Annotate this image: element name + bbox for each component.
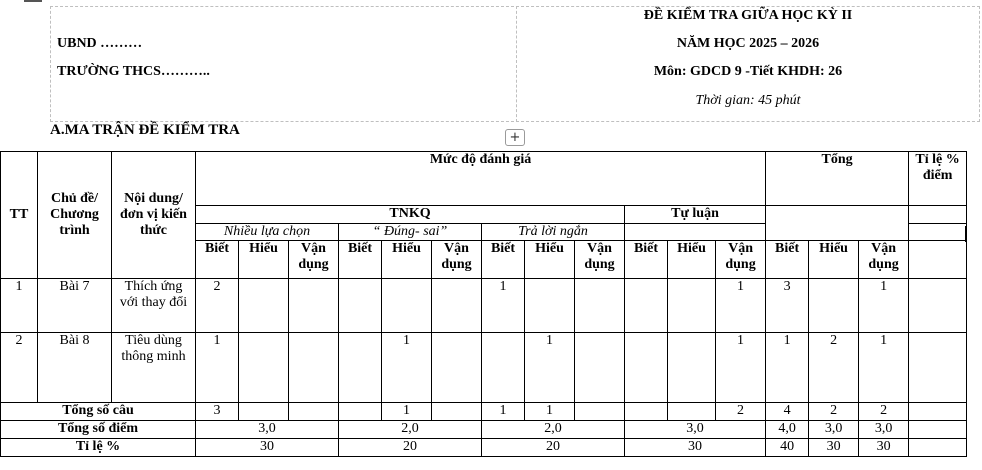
cell	[432, 279, 482, 333]
percent-ratio	[909, 439, 967, 457]
lv-vandung: Vận dụng	[432, 241, 482, 279]
cell	[432, 403, 482, 421]
percent-total-biet: 40	[766, 439, 809, 457]
cell: 1	[482, 279, 525, 333]
row-tt: 2	[1, 333, 38, 403]
lv-hieu: Hiểu	[382, 241, 432, 279]
total-points-label: Tổng số điểm	[1, 421, 196, 439]
cell: 1	[859, 333, 909, 403]
cell	[668, 403, 716, 421]
percent-true-false: 20	[339, 439, 482, 457]
school-name: TRƯỜNG THCS………..	[57, 64, 210, 79]
subject-line: Môn: GDCD 9 -Tiết KHDH: 26	[653, 64, 843, 79]
cell	[239, 403, 289, 421]
percent-tu-luan: 30	[625, 439, 766, 457]
header-topic: Chủ đề/ Chương trình	[38, 152, 112, 279]
header-short-answer: Trả lời ngắn	[482, 224, 625, 241]
row-content: Tiêu dùng thông minh	[112, 333, 196, 403]
cell: 1	[382, 403, 432, 421]
lv-ratio-blank	[909, 241, 967, 279]
header-total-blank	[766, 206, 909, 241]
cell: 3	[196, 403, 239, 421]
table-row	[1, 333, 967, 403]
cell	[339, 403, 382, 421]
cell	[809, 279, 859, 333]
points-short-answer: 2,0	[482, 421, 625, 439]
cell: 1	[716, 333, 766, 403]
percent-total-vandung: 30	[859, 439, 909, 457]
cell	[625, 403, 668, 421]
total-questions-label: Tổng số câu	[1, 403, 196, 421]
text-cursor	[965, 226, 967, 242]
total-questions-row	[1, 403, 967, 421]
cell	[339, 333, 382, 403]
header-tu-luan-blank	[625, 224, 766, 241]
header-content: Nội dung/đơn vị kiến thức	[112, 152, 196, 279]
header-ratio: Tỉ lệ % điểm	[909, 152, 967, 206]
lv-biet: Biết	[339, 241, 382, 279]
cell	[525, 279, 575, 333]
lv-vandung: Vận dụng	[716, 241, 766, 279]
school-year: NĂM HỌC 2025 – 2026	[676, 36, 820, 51]
cell	[668, 333, 716, 403]
cell: 2	[809, 403, 859, 421]
header-ratio-blank-2	[909, 224, 967, 241]
points-true-false: 2,0	[339, 421, 482, 439]
cell: 2	[809, 333, 859, 403]
header-total: Tổng	[766, 152, 909, 206]
cell	[289, 279, 339, 333]
lv-biet: Biết	[196, 241, 239, 279]
points-tu-luan: 3,0	[625, 421, 766, 439]
cell: 1	[482, 403, 525, 421]
percent-short-answer: 20	[482, 439, 625, 457]
cell: 1	[382, 333, 432, 403]
header-mcq: Nhiều lựa chọn	[196, 224, 339, 241]
percent-mcq: 30	[196, 439, 339, 457]
percent-total-hieu: 30	[809, 439, 859, 457]
lv-hieu: Hiểu	[668, 241, 716, 279]
cell	[909, 279, 967, 333]
points-total-hieu: 3,0	[809, 421, 859, 439]
header-tu-luan: Tự luận	[625, 206, 766, 224]
header-true-false: “ Đúng- sai”	[339, 224, 482, 241]
duration: Thời gian: 45 phút	[695, 93, 801, 108]
row-tt: 1	[1, 279, 38, 333]
cell: 1	[525, 403, 575, 421]
cell	[482, 333, 525, 403]
percent-row	[1, 439, 967, 457]
section-title: A.MA TRẬN ĐỀ KIỂM TRA	[50, 122, 240, 138]
header-tnkq: TNKQ	[196, 206, 625, 224]
lv-vandung: Vận dụng	[289, 241, 339, 279]
school-unit: UBND ………	[57, 36, 143, 51]
points-mcq: 3,0	[196, 421, 339, 439]
points-total-biet: 4,0	[766, 421, 809, 439]
cell	[432, 333, 482, 403]
cell	[239, 333, 289, 403]
cell	[339, 279, 382, 333]
cell: 3	[766, 279, 809, 333]
cell: 2	[196, 279, 239, 333]
table-row	[1, 279, 967, 333]
lv-vandung: Vận dụng	[575, 241, 625, 279]
row-content: Thích ứng với thay đổi	[112, 279, 196, 333]
cell	[909, 403, 967, 421]
cell	[909, 333, 967, 403]
lv-hieu: Hiểu	[809, 241, 859, 279]
percent-label: Tỉ lệ %	[1, 439, 196, 457]
points-total-vandung: 3,0	[859, 421, 909, 439]
header-level: Mức độ đánh giá	[196, 152, 766, 206]
cell	[575, 279, 625, 333]
add-row-button[interactable]: +	[505, 129, 525, 146]
cell	[625, 333, 668, 403]
cell	[289, 403, 339, 421]
header-ratio-blank-1	[909, 206, 967, 224]
cell	[289, 333, 339, 403]
cell	[575, 403, 625, 421]
lv-biet: Biết	[625, 241, 668, 279]
cell: 1	[525, 333, 575, 403]
total-points-row	[1, 421, 967, 439]
cell: 2	[716, 403, 766, 421]
cell	[382, 279, 432, 333]
cell	[239, 279, 289, 333]
assessment-matrix-table	[0, 151, 967, 457]
cell	[668, 279, 716, 333]
cell: 1	[716, 279, 766, 333]
lv-hieu: Hiểu	[525, 241, 575, 279]
cell	[625, 279, 668, 333]
top-ruler-mark	[24, 0, 42, 2]
row-topic: Bài 8	[38, 333, 112, 403]
header-tt: TT	[1, 152, 38, 279]
lv-biet: Biết	[482, 241, 525, 279]
cell: 1	[859, 279, 909, 333]
lv-hieu: Hiểu	[239, 241, 289, 279]
points-ratio	[909, 421, 967, 439]
cell: 1	[766, 333, 809, 403]
cell: 1	[196, 333, 239, 403]
row-topic: Bài 7	[38, 279, 112, 333]
exam-title: ĐỀ KIỂM TRA GIỮA HỌC KỲ II	[643, 8, 853, 23]
cell	[575, 333, 625, 403]
lv-vandung: Vận dụng	[859, 241, 909, 279]
cell: 4	[766, 403, 809, 421]
lv-biet: Biết	[766, 241, 809, 279]
cell: 2	[859, 403, 909, 421]
